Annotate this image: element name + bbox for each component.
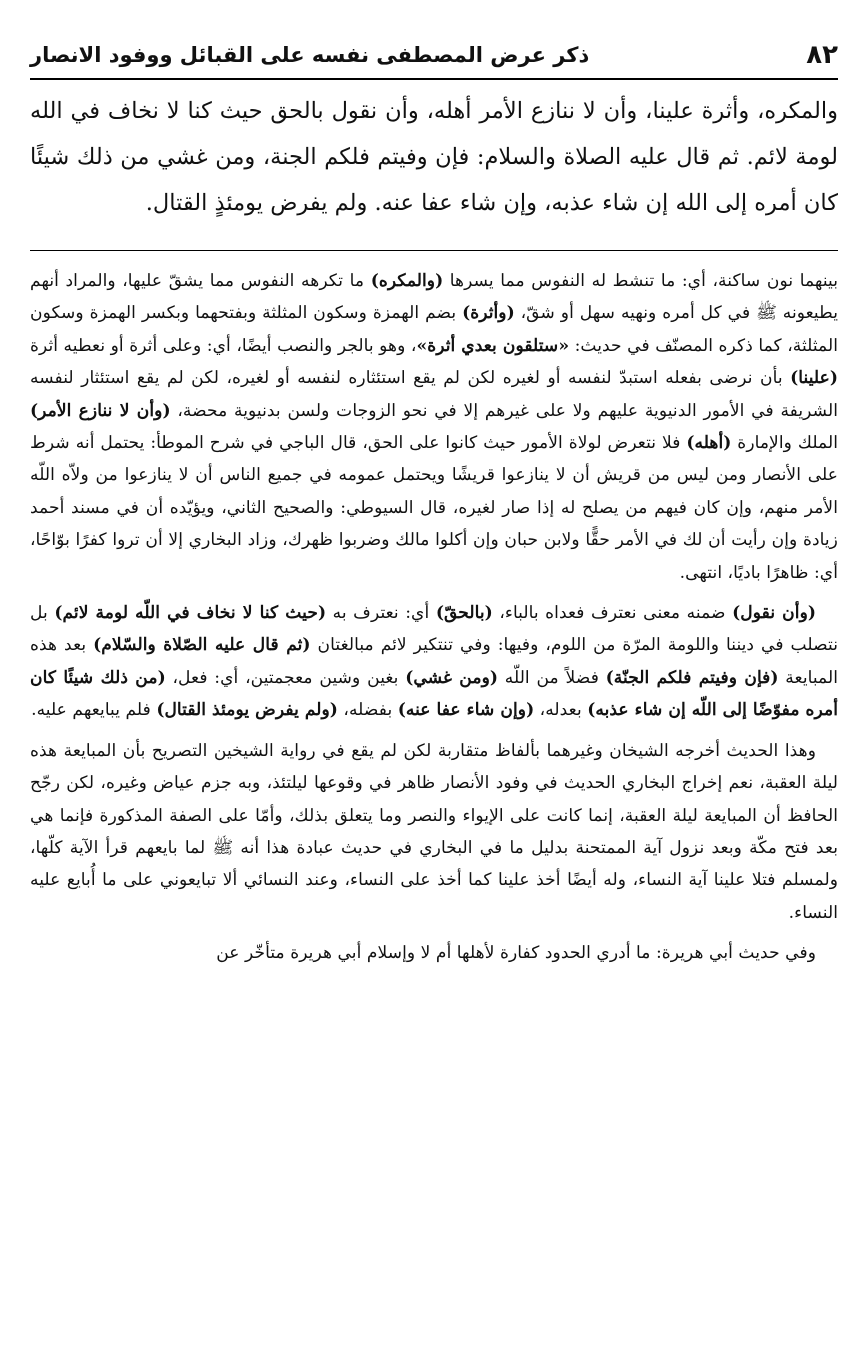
page-number: ٨٢ xyxy=(806,40,838,70)
bold-quote: (وأن لا ننازع الأمر) xyxy=(30,400,171,421)
bold-quote: «ستلقون بعدي أثرة» xyxy=(416,335,570,356)
main-text: والمكره، وأثرة علينا، وأن لا ننازع الأمر أهله، وأن نقول بالحق حيث كنا لا نخاف في الله لومة لائم. ثم قال عليه الصلاة والسلام: فإن وفيتم فلكم الجنة، ومن غشي من ذلك شيئًا كان أمره إلى الله إن شاء عذبه، وإن شاء عفا عنه. ولم يفرض يومئذٍ القتال. xyxy=(30,98,838,216)
commentary-paragraph-4: وفي حديث أبي هريرة: ما أدري الحدود كفارة لأهلها أم لا وإسلام أبي هريرة متأخّر عن xyxy=(216,943,816,964)
text-run: ، وهو بالجر والنصب أيضًا، أي: وعلى أثرة أو نعطيه أثرة xyxy=(30,335,417,356)
bold-quote: (بالحقّ) xyxy=(435,603,493,624)
bold-quote: (ومن غشي) xyxy=(405,667,499,688)
bold-quote: (علينا) xyxy=(790,368,838,389)
text-run: فلا نتعرض لولاة الأمور حيث كانوا على الحق، قال الباجي في شرح الموطأ: يحتمل أنه شرط على الأنصار ومن ليس من قريش أن لا ينازعوا قريشًا ويحتمل عمومه في جميع الناس أن لا ينازعوا من ولاّه اللّه الأمر منهم، وإن كان فيهم من يصلح له إذا صار لغيره، قال السيوطي: والصحيح الثاني، ويؤيّده أن في مسند أحمد زيادة وإن رأيت أن لك في الأمر حقًّا ولابن حبان وإن أكلوا مالك وضربوا ظهرك، وزاد البخاري إلا أن تروا كفرًا بوّاحًا، أي: ظاهرًا باديًا، انتهى. xyxy=(30,433,838,583)
text-run: بفضله، xyxy=(337,700,398,721)
text-run: بضم الهمزة وسكون المثلثة وبفتحهما وبكسر الهمزة وسكون المثلثة، كما ذكره المصنّف في حديث: xyxy=(30,303,838,356)
text-run: بل نتصلب في ديننا واللومة المرّة من اللوم، وفيها: وفي تنتكير لائم مبالغتان xyxy=(30,603,838,656)
text-run: أي: نعترف به xyxy=(326,603,436,624)
header-rule xyxy=(30,78,838,80)
book-page xyxy=(30,40,838,1359)
bold-quote: (من ذلك شيئًا كان أمره مفوّضًا إلى اللّه إن شاء عذبه) xyxy=(30,667,838,721)
text-run: الملك والإمارة xyxy=(731,433,838,454)
commentary xyxy=(30,265,838,970)
bold-quote: (ثم قال عليه الصّلاة والسّلام) xyxy=(93,635,311,656)
text-run: بينهما نون ساكنة، أي: ما تنشط له النفوس مما يسرها xyxy=(443,271,838,291)
bold-quote: (أهله) xyxy=(686,433,732,454)
bold-quote: (والمكره) xyxy=(370,271,444,291)
bold-quote: (ولم يفرض يومئذ القتال) xyxy=(156,700,338,721)
bold-quote: (وأثرة) xyxy=(462,303,515,324)
bold-quote: (فإن وفيتم فلكم الجنّة) xyxy=(605,667,779,688)
bold-quote: (وأن نقول) xyxy=(732,603,817,624)
text-run: بعدله، xyxy=(534,700,588,721)
footnote-separator xyxy=(30,250,838,251)
text-run: ضمنه معنى نعترف فعداه بالباء، xyxy=(492,603,733,624)
text-run: بغين وشين معجمتين، أي: فعل، xyxy=(165,667,406,688)
bold-quote: (حيث كنا لا نخاف في اللّه لومة لائم) xyxy=(54,603,327,624)
text-run: بأن نرضى بفعله استبدّ لنفسه أو لغيره لكن لم يقع استئثاره لنفسه أو لغيره، لكن لم يقع استئثار لنفسه الشريفة في الأمور الدنيوية عليهم ولا على غيرهم إلا في نحو الزوجات ولسن بدنيوية محضة، xyxy=(30,368,838,421)
text-run: فضلاً من اللّه xyxy=(498,667,606,688)
text-run: بعد هذه المبايعة xyxy=(30,635,838,688)
text-run: فلم يبايعهم عليه. xyxy=(31,700,157,721)
page-header xyxy=(30,40,838,70)
text-run: ما تكرهه النفوس مما يشقّ عليها، والمراد أنهم يطيعونه ﷺ في كل أمره ونهيه سهل أو شقّ، xyxy=(30,271,838,324)
commentary-paragraph-1 xyxy=(30,265,838,589)
running-title: ذكر عرض المصطفى نفسه على القبائل ووفود الانصار xyxy=(30,43,590,67)
commentary-paragraph-2 xyxy=(30,597,838,727)
bold-quote: (وإن شاء عفا عنه) xyxy=(397,700,535,721)
commentary-paragraph-3: وهذا الحديث أخرجه الشيخان وغيرهما بألفاظ متقاربة لكن لم يقع في رواية الشيخين التصريح بأن المبايعة هذه ليلة العقبة، نعم إخراج البخاري الحديث في وفود الأنصار ظاهر في وقوعها ليلتئذ، وبه جزم عياض وغيره، لكن رجّح الحافظ أن المبايعة ليلة العقبة، إنما كانت على الإيواء والنصر وما يتعلق بذلك، وأمّا على الصفة المذكورة فإنما هي بعد فتح مكّة وبعد نزول آية الممتحنة بدليل ما في البخاري في حديث عبادة هذا أنه ﷺ لما بايعهم قرأ الآية كلّها، ولمسلم فتلا علينا آية النساء، وله أيضًا أخذ علينا كما أخذ على النساء، وعند النسائي ألا تبايعوني على ما أُبايع عليه النساء. xyxy=(30,740,838,923)
